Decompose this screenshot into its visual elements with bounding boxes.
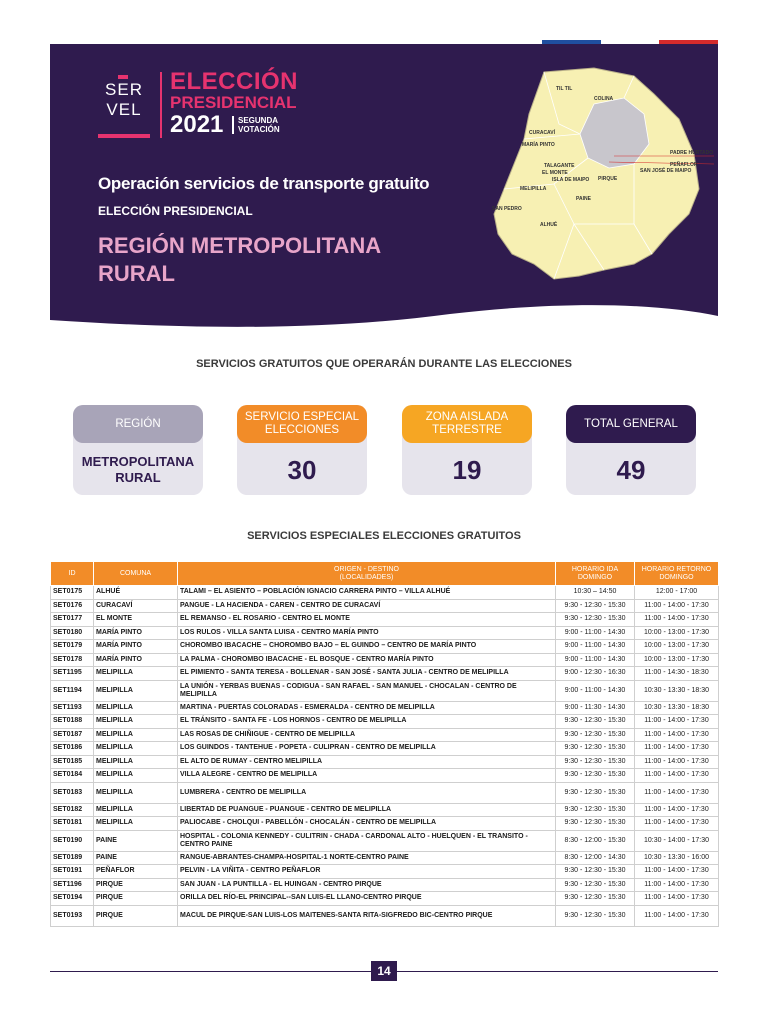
- map-label: PAINE: [576, 196, 591, 202]
- map-label: MELIPILLA: [520, 186, 547, 192]
- cell-id: SET0194: [51, 892, 94, 906]
- cell-retorno: 10:00 - 13:00 - 17:30: [635, 653, 719, 667]
- cell-ida: 8:30 - 12:00 - 14:30: [556, 851, 635, 865]
- cell-ruta: LUMBRERA - CENTRO DE MELIPILLA: [178, 782, 556, 803]
- cell-id: SET0186: [51, 742, 94, 756]
- cell-ida: 9:00 - 11:00 - 14:30: [556, 653, 635, 667]
- cell-id: SET0191: [51, 865, 94, 879]
- cell-id: SET0183: [51, 782, 94, 803]
- cell-id: SET0188: [51, 715, 94, 729]
- table-row: [51, 599, 719, 613]
- table-row: [51, 892, 719, 906]
- cell-retorno: 11:00 - 14:00 - 17:30: [635, 803, 719, 817]
- cell-id: SET0193: [51, 905, 94, 926]
- cell-retorno: 12:00 - 17:00: [635, 586, 719, 600]
- table-row: [51, 626, 719, 640]
- cell-ida: 9:30 - 12:30 - 15:30: [556, 782, 635, 803]
- cell-retorno: 11:00 - 14:00 - 17:30: [635, 865, 719, 879]
- table-title: SERVICIOS ESPECIALES ELECCIONES GRATUITOS: [247, 530, 521, 542]
- map-label: TIL TIL: [556, 86, 573, 92]
- cell-id: SET0175: [51, 586, 94, 600]
- cell-ruta: LOS GUINDOS - TANTEHUE - POPETA - CULIPRAN - CENTRO DE MELIPILLA: [178, 742, 556, 756]
- cell-ida: 9:00 - 11:00 - 14:30: [556, 680, 635, 701]
- cell-id: SET0176: [51, 599, 94, 613]
- header-ida-2: DOMINGO: [577, 573, 613, 581]
- card-value: 49: [616, 454, 646, 485]
- cell-retorno: 10:30 - 13:30 - 16:00: [635, 851, 719, 865]
- cell-ruta: EL ALTO DE RUMAY - CENTRO MELIPILLA: [178, 755, 556, 769]
- cell-ida: 9:30 - 12:30 - 15:30: [556, 613, 635, 627]
- card-label: SERVICIO ESPECIAL ELECCIONES: [237, 405, 367, 443]
- cell-ruta: LA PALMA - CHOROMBO IBACACHE - EL BOSQUE - CENTRO MARÍA PINTO: [178, 653, 556, 667]
- map-label: SAN JOSÉ DE MAIPO: [640, 168, 692, 174]
- table-row: [51, 817, 719, 831]
- cell-id: SET0178: [51, 653, 94, 667]
- cell-comuna: MARÍA PINTO: [94, 640, 178, 654]
- cell-ruta: LA UNIÓN - YERBAS BUENAS - CODIGUA - SAN RAFAEL - SAN MANUEL - CHOCALAN - CENTRO DE MELIPILLA: [178, 680, 556, 701]
- map-label: SAN PEDRO: [492, 206, 522, 212]
- cell-ida: 9:30 - 12:30 - 15:30: [556, 865, 635, 879]
- cell-ruta: MACUL DE PIRQUE-SAN LUIS-LOS MAITENES-SANTA RITA-SIGFREDO BIC-CENTRO PIRQUE: [178, 905, 556, 926]
- header-origen: [178, 562, 556, 586]
- servel-mark: [98, 72, 150, 138]
- cell-retorno: 11:00 - 14:00 - 17:30: [635, 755, 719, 769]
- cell-comuna: MELIPILLA: [94, 701, 178, 715]
- table-row: [51, 782, 719, 803]
- cell-retorno: 11:00 - 14:00 - 17:30: [635, 613, 719, 627]
- map-label: MARÍA PINTO: [522, 142, 555, 148]
- header-ida-1: HORARIO IDA: [571, 565, 619, 573]
- table-row: [51, 865, 719, 879]
- cell-ida: 9:30 - 12:30 - 15:30: [556, 817, 635, 831]
- summary-card-zona: [402, 405, 532, 495]
- map-label: ISLA DE MAIPO: [552, 177, 590, 183]
- cell-ruta: TALAMI – EL ASIENTO – POBLACIÓN IGNACIO CARRERA PINTO – VILLA ALHUÉ: [178, 586, 556, 600]
- map-label: EL MONTE: [542, 170, 568, 176]
- cell-comuna: MELIPILLA: [94, 803, 178, 817]
- region-map: [484, 64, 716, 294]
- cell-comuna: MELIPILLA: [94, 769, 178, 783]
- cell-ida: 9:30 - 12:30 - 15:30: [556, 728, 635, 742]
- cell-retorno: 11:00 - 14:00 - 17:30: [635, 817, 719, 831]
- cell-id: SET1194: [51, 680, 94, 701]
- page-number: 14: [371, 961, 397, 981]
- header-retorno-1: HORARIO RETORNO: [641, 565, 712, 573]
- cell-ruta: SAN JUAN - LA PUNTILLA - EL HUINGAN - CENTRO PIRQUE: [178, 878, 556, 892]
- cell-ruta: EL TRÁNSITO - SANTA FE - LOS HORNOS - CENTRO DE MELIPILLA: [178, 715, 556, 729]
- summary-card-region: [73, 405, 203, 495]
- table-row: [51, 878, 719, 892]
- header-origen-2: (LOCALIDADES): [339, 573, 394, 581]
- cell-ruta: HOSPITAL - COLONIA KENNEDY - CULITRIN - CHADA - CARDONAL ALTO - HUELQUEN - EL TRANSITO - CENTRO PAINE: [178, 830, 556, 851]
- table-row: [51, 715, 719, 729]
- cell-id: SET0179: [51, 640, 94, 654]
- cell-ida: 9:00 - 11:00 - 14:30: [556, 640, 635, 654]
- cell-ida: 9:00 - 12:30 - 16:30: [556, 667, 635, 681]
- cell-ida: 9:30 - 12:30 - 15:30: [556, 878, 635, 892]
- card-value: 19: [452, 454, 482, 485]
- cell-ruta: MARTINA - PUERTAS COLORADAS - ESMERALDA - CENTRO DE MELIPILLA: [178, 701, 556, 715]
- cell-ida: 9:00 - 11:00 - 14:30: [556, 626, 635, 640]
- map-label: PADRE HURTADO: [670, 150, 714, 156]
- cell-retorno: 10:30 - 14:00 - 17:30: [635, 830, 719, 851]
- table-row: [51, 755, 719, 769]
- cell-comuna: PIRQUE: [94, 905, 178, 926]
- table-row: [51, 701, 719, 715]
- cell-ruta: VILLA ALEGRE - CENTRO DE MELIPILLA: [178, 769, 556, 783]
- servel-top-text: SER: [105, 80, 143, 99]
- cell-ida: 9:30 - 12:30 - 15:30: [556, 769, 635, 783]
- table-row: [51, 680, 719, 701]
- table-header-row: [51, 562, 719, 586]
- cell-ruta: PALIOCABE - CHOLQUI - PABELLÓN - CHOCALÁN - CENTRO DE MELIPILLA: [178, 817, 556, 831]
- header-id: ID: [51, 562, 94, 586]
- cell-id: SET0182: [51, 803, 94, 817]
- cell-comuna: MELIPILLA: [94, 667, 178, 681]
- cell-id: SET1193: [51, 701, 94, 715]
- cell-retorno: 11:00 - 14:00 - 17:30: [635, 782, 719, 803]
- header-ida: [556, 562, 635, 586]
- cell-ida: 9:00 - 11:30 - 14:30: [556, 701, 635, 715]
- cell-retorno: 10:30 - 13:30 - 18:30: [635, 701, 719, 715]
- card-label: ZONA AISLADA TERRESTRE: [402, 405, 532, 443]
- cell-ruta: CHOROMBO IBACACHE – CHOROMBO BAJO – EL GUINDO – CENTRO DE MARÍA PINTO: [178, 640, 556, 654]
- logo-vuelta-1: SEGUNDA: [238, 116, 279, 125]
- header-comuna: COMUNA: [94, 562, 178, 586]
- hero-banner: [50, 44, 718, 334]
- cell-retorno: 11:00 - 14:00 - 17:30: [635, 715, 719, 729]
- logo-eleccion: ELECCIÓN: [170, 68, 299, 95]
- map-label: TALAGANTE: [544, 163, 575, 169]
- region-title-1: REGIÓN METROPOLITANA: [98, 233, 382, 258]
- table-row: [51, 803, 719, 817]
- cell-retorno: 10:30 - 13:30 - 18:30: [635, 680, 719, 701]
- cell-retorno: 11:00 - 14:00 - 17:30: [635, 769, 719, 783]
- cell-comuna: MELIPILLA: [94, 755, 178, 769]
- cell-retorno: 11:00 - 14:00 - 17:30: [635, 599, 719, 613]
- cell-comuna: MARÍA PINTO: [94, 626, 178, 640]
- page-subtitle: ELECCIÓN PRESIDENCIAL: [98, 204, 253, 218]
- cell-ida: 9:30 - 12:30 - 15:30: [556, 742, 635, 756]
- cell-retorno: 11:00 - 14:30 - 18:30: [635, 667, 719, 681]
- cell-retorno: 11:00 - 14:00 - 17:30: [635, 742, 719, 756]
- cell-retorno: 11:00 - 14:00 - 17:30: [635, 892, 719, 906]
- cell-id: SET1195: [51, 667, 94, 681]
- cell-ida: 9:30 - 12:30 - 15:30: [556, 755, 635, 769]
- cell-ruta: LOS RULOS - VILLA SANTA LUISA - CENTRO MARÍA PINTO: [178, 626, 556, 640]
- table-row: [51, 728, 719, 742]
- header-retorno: [635, 562, 719, 586]
- card-value: 30: [287, 454, 317, 485]
- cell-id: SET0184: [51, 769, 94, 783]
- cell-comuna: PAINE: [94, 830, 178, 851]
- cell-ruta: EL REMANSO - EL ROSARIO - CENTRO EL MONTE: [178, 613, 556, 627]
- cell-id: SET0181: [51, 817, 94, 831]
- cell-ida: 8:30 - 12:00 - 15:30: [556, 830, 635, 851]
- cell-ruta: LAS ROSAS DE CHIÑIGUE - CENTRO DE MELIPILLA: [178, 728, 556, 742]
- cell-comuna: PIRQUE: [94, 878, 178, 892]
- cell-ida: 10:30 – 14:50: [556, 586, 635, 600]
- cell-retorno: 11:00 - 14:00 - 17:30: [635, 878, 719, 892]
- cell-comuna: MELIPILLA: [94, 742, 178, 756]
- cell-comuna: MARÍA PINTO: [94, 653, 178, 667]
- table-row: [51, 640, 719, 654]
- cell-id: SET0190: [51, 830, 94, 851]
- table-row: [51, 830, 719, 851]
- cell-ruta: PANGUE - LA HACIENDA - CAREN - CENTRO DE CURACAVÍ: [178, 599, 556, 613]
- map-label: ALHUÉ: [540, 222, 558, 228]
- logo-vuelta: [232, 116, 280, 134]
- table-row: [51, 653, 719, 667]
- summary-card-servicio: [237, 405, 367, 495]
- cell-comuna: EL MONTE: [94, 613, 178, 627]
- cell-comuna: ALHUÉ: [94, 586, 178, 600]
- servel-logo: [98, 68, 299, 144]
- cell-id: SET0180: [51, 626, 94, 640]
- card-value: [73, 447, 203, 493]
- cell-ida: 9:30 - 12:30 - 15:30: [556, 715, 635, 729]
- cell-ruta: LIBERTAD DE PUANGUE - PUANGUE - CENTRO DE MELIPILLA: [178, 803, 556, 817]
- cell-ruta: PELVIN - LA VIÑITA - CENTRO PEÑAFLOR: [178, 865, 556, 879]
- card-label: REGIÓN: [73, 405, 203, 443]
- cell-ruta: ORILLA DEL RÍO-EL PRINCIPAL--SAN LUIS-EL LLANO-CENTRO PIRQUE: [178, 892, 556, 906]
- cell-ruta: RANGUE-ABRANTES-CHAMPA-HOSPITAL-1 NORTE-CENTRO PAINE: [178, 851, 556, 865]
- cell-comuna: PAINE: [94, 851, 178, 865]
- cell-id: SET0187: [51, 728, 94, 742]
- map-label: PIRQUE: [598, 176, 618, 182]
- card-value-line-1: METROPOLITANA: [81, 454, 195, 469]
- table-row: [51, 742, 719, 756]
- cell-ida: 9:30 - 12:30 - 15:30: [556, 599, 635, 613]
- cell-ida: 9:30 - 12:30 - 15:30: [556, 905, 635, 926]
- table-row: [51, 905, 719, 926]
- cell-id: SET0177: [51, 613, 94, 627]
- table-row: [51, 613, 719, 627]
- map-label: CURACAVÍ: [529, 130, 556, 136]
- card-value-line-2: RURAL: [115, 470, 161, 485]
- logo-divider: [160, 72, 162, 138]
- cell-comuna: MELIPILLA: [94, 782, 178, 803]
- cell-id: SET0189: [51, 851, 94, 865]
- map-label: COLINA: [594, 96, 614, 102]
- cell-ida: 9:30 - 12:30 - 15:30: [556, 892, 635, 906]
- hero-curve: [50, 294, 718, 334]
- table-row: [51, 851, 719, 865]
- cell-ida: 9:30 - 12:30 - 15:30: [556, 803, 635, 817]
- summary-title: SERVICIOS GRATUITOS QUE OPERARÁN DURANTE LAS ELECCIONES: [196, 358, 572, 370]
- services-table: [50, 561, 719, 927]
- card-label: TOTAL GENERAL: [566, 405, 696, 443]
- region-title-2: RURAL: [98, 261, 175, 286]
- cell-ruta: EL PIMIENTO - SANTA TERESA - BOLLENAR - SAN JOSÉ - SANTA JULIA - CENTRO DE MELIPILLA: [178, 667, 556, 681]
- summary-card-total: [566, 405, 696, 495]
- logo-vuelta-2: VOTACIÓN: [238, 125, 280, 134]
- table-row: [51, 667, 719, 681]
- cell-comuna: MELIPILLA: [94, 715, 178, 729]
- cell-retorno: 10:00 - 13:00 - 17:30: [635, 640, 719, 654]
- cell-id: SET1196: [51, 878, 94, 892]
- table-row: [51, 769, 719, 783]
- cell-comuna: CURACAVÍ: [94, 599, 178, 613]
- logo-year: 2021: [170, 111, 224, 138]
- region-title: [98, 232, 398, 288]
- cell-comuna: MELIPILLA: [94, 680, 178, 701]
- page-title: Operación servicios de transporte gratuito: [98, 174, 430, 193]
- cell-comuna: PEÑAFLOR: [94, 865, 178, 879]
- logo-presidencial: PRESIDENCIAL: [170, 93, 297, 112]
- table-row: [51, 586, 719, 600]
- cell-comuna: MELIPILLA: [94, 817, 178, 831]
- cell-retorno: 11:00 - 14:00 - 17:30: [635, 728, 719, 742]
- cell-retorno: 10:00 - 13:00 - 17:30: [635, 626, 719, 640]
- map-label: PEÑAFLOR: [670, 162, 698, 168]
- cell-comuna: PIRQUE: [94, 892, 178, 906]
- cell-retorno: 11:00 - 14:00 - 17:30: [635, 905, 719, 926]
- cell-id: SET0185: [51, 755, 94, 769]
- servel-bottom-text: VEL: [106, 100, 142, 119]
- header-origen-1: ORIGEN - DESTINO: [334, 565, 399, 573]
- cell-comuna: MELIPILLA: [94, 728, 178, 742]
- header-retorno-2: DOMINGO: [659, 573, 694, 581]
